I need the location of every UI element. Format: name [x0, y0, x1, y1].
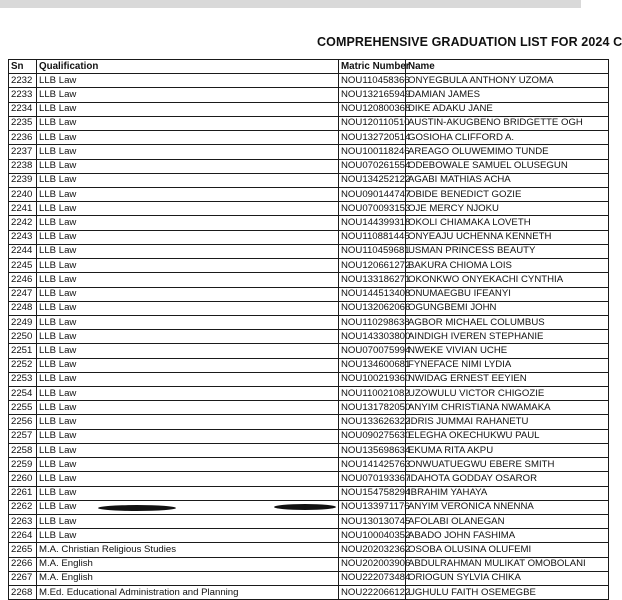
cell-matric-number: NOU110881445 [339, 230, 406, 244]
cell-sn: 2264 [9, 529, 37, 543]
cell-name: AFOLABI OLANEGAN [406, 515, 609, 529]
graduation-table-container [8, 59, 586, 600]
table-row [9, 429, 609, 443]
cell-name: DIKE ADAKU JANE [406, 102, 609, 116]
cell-name: OBIDE BENEDICT GOZIE [406, 187, 609, 201]
cell-sn: 2236 [9, 131, 37, 145]
cell-sn: 2240 [9, 187, 37, 201]
page-title: COMPREHENSIVE GRADUATION LIST FOR 2024 C [317, 35, 622, 49]
cell-sn: 2256 [9, 415, 37, 429]
cell-sn: 2237 [9, 145, 37, 159]
cell-qualification: M.A. English [37, 557, 339, 571]
cell-sn: 2247 [9, 287, 37, 301]
cell-qualification: LLB Law [37, 515, 339, 529]
cell-matric-number: NOU090144747 [339, 187, 406, 201]
table-row [9, 88, 609, 102]
cell-matric-number: NOU110298638 [339, 315, 406, 329]
cell-matric-number: NOU134252122 [339, 173, 406, 187]
cell-matric-number: NOU120661272 [339, 259, 406, 273]
cell-sn: 2232 [9, 74, 37, 88]
cell-sn: 2251 [9, 344, 37, 358]
cell-matric-number: NOU134600681 [339, 358, 406, 372]
table-row [9, 273, 609, 287]
table-row [9, 244, 609, 258]
cell-name: ONYEGBULA ANTHONY UZOMA [406, 74, 609, 88]
cell-name: ABADO JOHN FASHIMA [406, 529, 609, 543]
cell-name: IDAHOTA GODDAY OSAROR [406, 472, 609, 486]
cell-sn: 2238 [9, 159, 37, 173]
cell-qualification: LLB Law [37, 372, 339, 386]
cell-matric-number: NOU070261554 [339, 159, 406, 173]
table-row [9, 259, 609, 273]
cell-matric-number: NOU154758294 [339, 486, 406, 500]
cell-matric-number: NOU120800368 [339, 102, 406, 116]
cell-matric-number: NOU133971176 [339, 500, 406, 514]
table-row [9, 216, 609, 230]
cell-matric-number: NOU100219360 [339, 372, 406, 386]
cell-name: UGHULU FAITH OSEMEGBE [406, 586, 609, 600]
cell-name: IDRIS JUMMAI RAHANETU [406, 415, 609, 429]
cell-name: ORIOGUN SYLVIA CHIKA [406, 571, 609, 585]
cell-qualification: LLB Law [37, 187, 339, 201]
cell-qualification: LLB Law [37, 244, 339, 258]
cell-name: NWEKE VIVIAN UCHE [406, 344, 609, 358]
cell-matric-number: NOU143303800 [339, 330, 406, 344]
cell-name: OJE MERCY NJOKU [406, 202, 609, 216]
cell-qualification: LLB Law [37, 315, 339, 329]
table-row [9, 586, 609, 600]
cell-name: IBRAHIM YAHAYA [406, 486, 609, 500]
header-name: Name [406, 60, 609, 74]
redaction-mark-left [98, 505, 176, 511]
cell-matric-number: NOU100118246 [339, 145, 406, 159]
cell-matric-number: NOU110021082 [339, 387, 406, 401]
cell-sn: 2250 [9, 330, 37, 344]
cell-matric-number: NOU131782050 [339, 401, 406, 415]
cell-sn: 2248 [9, 301, 37, 315]
cell-sn: 2252 [9, 358, 37, 372]
cell-qualification: LLB Law [37, 529, 339, 543]
cell-name: OKOLI CHIAMAKA LOVETH [406, 216, 609, 230]
cell-matric-number: NOU133626322 [339, 415, 406, 429]
cell-qualification: LLB Law [37, 202, 339, 216]
cell-matric-number: NOU132062066 [339, 301, 406, 315]
cell-matric-number: NOU130130745 [339, 515, 406, 529]
cell-sn: 2260 [9, 472, 37, 486]
table-row [9, 131, 609, 145]
cell-name: ANYIM VERONICA NNENNA [406, 500, 609, 514]
table-row [9, 301, 609, 315]
cell-sn: 2233 [9, 88, 37, 102]
cell-name: EKUMA RITA AKPU [406, 443, 609, 457]
cell-qualification: LLB Law [37, 230, 339, 244]
table-row [9, 571, 609, 585]
table-row [9, 443, 609, 457]
cell-matric-number: NOU110459681 [339, 244, 406, 258]
cell-sn: 2266 [9, 557, 37, 571]
cell-qualification: LLB Law [37, 330, 339, 344]
table-row [9, 330, 609, 344]
cell-name: NWIDAG ERNEST EEYIEN [406, 372, 609, 386]
cell-name: ODEBOWALE SAMUEL OLUSEGUN [406, 159, 609, 173]
cell-name: AGABI MATHIAS ACHA [406, 173, 609, 187]
cell-name: UZOWULU VICTOR CHIGOZIE [406, 387, 609, 401]
header-qualification: Qualification [37, 60, 339, 74]
table-row [9, 472, 609, 486]
cell-sn: 2261 [9, 486, 37, 500]
table-header-row [9, 60, 609, 74]
cell-name: ONWUATUEGWU EBERE SMITH [406, 458, 609, 472]
cell-name: AREAGO OLUWEMIMO TUNDE [406, 145, 609, 159]
cell-qualification: LLB Law [37, 458, 339, 472]
cell-qualification: LLB Law [37, 387, 339, 401]
table-row [9, 458, 609, 472]
header-sn: Sn [9, 60, 37, 74]
table-row [9, 230, 609, 244]
cell-sn: 2241 [9, 202, 37, 216]
cell-name: GOSIOHA CLIFFORD A. [406, 131, 609, 145]
cell-sn: 2249 [9, 315, 37, 329]
cell-matric-number: NOU132720514 [339, 131, 406, 145]
cell-sn: 2262 [9, 500, 37, 514]
graduation-table [8, 59, 609, 600]
table-row [9, 401, 609, 415]
cell-qualification: LLB Law [37, 159, 339, 173]
cell-qualification: LLB Law [37, 443, 339, 457]
cell-name: BAKURA CHIOMA LOIS [406, 259, 609, 273]
cell-name: AINDIGH IVEREN STEPHANIE [406, 330, 609, 344]
cell-name: ANYIM CHRISTIANA NWAMAKA [406, 401, 609, 415]
cell-qualification: LLB Law [37, 358, 339, 372]
table-row [9, 116, 609, 130]
cell-matric-number: NOU070075994 [339, 344, 406, 358]
cell-qualification: LLB Law [37, 472, 339, 486]
table-row [9, 74, 609, 88]
cell-matric-number: NOU132165949 [339, 88, 406, 102]
cell-qualification: LLB Law [37, 415, 339, 429]
table-row [9, 387, 609, 401]
cell-qualification: M.Ed. Educational Administration and Planning [37, 586, 339, 600]
cell-qualification: LLB Law [37, 116, 339, 130]
cell-qualification: LLB Law [37, 401, 339, 415]
cell-qualification: LLB Law [37, 173, 339, 187]
cell-sn: 2242 [9, 216, 37, 230]
cell-qualification: LLB Law [37, 102, 339, 116]
cell-sn: 2255 [9, 401, 37, 415]
table-row [9, 515, 609, 529]
cell-name: AGBOR MICHAEL COLUMBUS [406, 315, 609, 329]
cell-name: FYNEFACE NIMI LYDIA [406, 358, 609, 372]
table-row [9, 173, 609, 187]
table-row [9, 287, 609, 301]
table-row [9, 486, 609, 500]
cell-name: AUSTIN-AKUGBENO BRIDGETTE OGH [406, 116, 609, 130]
cell-qualification: LLB Law [37, 88, 339, 102]
cell-matric-number: NOU133186271 [339, 273, 406, 287]
cell-sn: 2265 [9, 543, 37, 557]
cell-sn: 2244 [9, 244, 37, 258]
cell-matric-number: NOU090275630 [339, 429, 406, 443]
cell-matric-number: NOU135698634 [339, 443, 406, 457]
cell-sn: 2243 [9, 230, 37, 244]
cell-name: USMAN PRINCESS BEAUTY [406, 244, 609, 258]
table-row [9, 557, 609, 571]
cell-sn: 2257 [9, 429, 37, 443]
cell-sn: 2259 [9, 458, 37, 472]
cell-matric-number: NOU144399318 [339, 216, 406, 230]
table-row [9, 415, 609, 429]
cell-matric-number: NOU222073484 [339, 571, 406, 585]
cell-matric-number: NOU120110510 [339, 116, 406, 130]
cell-name: OKONKWO ONYEKACHI CYNTHIA [406, 273, 609, 287]
top-edge-band [0, 0, 581, 8]
header-matric-number: Matric Number [339, 60, 406, 74]
cell-qualification: M.A. Christian Religious Studies [37, 543, 339, 557]
cell-qualification: LLB Law [37, 259, 339, 273]
cell-matric-number: NOU222066122 [339, 586, 406, 600]
cell-name: ABDULRAHMAN MULIKAT OMOBOLANI [406, 557, 609, 571]
cell-matric-number: NOU070193367 [339, 472, 406, 486]
cell-qualification: LLB Law [37, 486, 339, 500]
cell-qualification: LLB Law [37, 500, 339, 514]
cell-name: OSOBA OLUSINA OLUFEMI [406, 543, 609, 557]
cell-sn: 2254 [9, 387, 37, 401]
cell-sn: 2246 [9, 273, 37, 287]
cell-matric-number: NOU110458366 [339, 74, 406, 88]
table-row [9, 202, 609, 216]
cell-matric-number: NOU144513408 [339, 287, 406, 301]
cell-qualification: M.A. English [37, 571, 339, 585]
table-row [9, 344, 609, 358]
cell-sn: 2258 [9, 443, 37, 457]
cell-name: ONYEAJU UCHENNA KENNETH [406, 230, 609, 244]
cell-qualification: LLB Law [37, 301, 339, 315]
table-row [9, 543, 609, 557]
redaction-mark-right [274, 504, 336, 510]
cell-sn: 2267 [9, 571, 37, 585]
cell-qualification: LLB Law [37, 216, 339, 230]
cell-qualification: LLB Law [37, 287, 339, 301]
table-row [9, 315, 609, 329]
cell-matric-number: NOU141425763 [339, 458, 406, 472]
table-row [9, 372, 609, 386]
cell-qualification: LLB Law [37, 344, 339, 358]
cell-qualification: LLB Law [37, 145, 339, 159]
cell-name: OGUNGBEMI JOHN [406, 301, 609, 315]
cell-sn: 2268 [9, 586, 37, 600]
cell-qualification: LLB Law [37, 429, 339, 443]
cell-matric-number: NOU100040352 [339, 529, 406, 543]
cell-sn: 2234 [9, 102, 37, 116]
cell-name: ELEGHA OKECHUKWU PAUL [406, 429, 609, 443]
cell-matric-number: NOU070093153 [339, 202, 406, 216]
cell-sn: 2245 [9, 259, 37, 273]
table-row [9, 145, 609, 159]
cell-sn: 2263 [9, 515, 37, 529]
table-row [9, 102, 609, 116]
cell-qualification: LLB Law [37, 74, 339, 88]
cell-matric-number: NOU202003906 [339, 557, 406, 571]
cell-matric-number: NOU202032362 [339, 543, 406, 557]
table-row [9, 159, 609, 173]
cell-qualification: LLB Law [37, 273, 339, 287]
cell-qualification: LLB Law [37, 131, 339, 145]
cell-sn: 2253 [9, 372, 37, 386]
cell-sn: 2239 [9, 173, 37, 187]
cell-sn: 2235 [9, 116, 37, 130]
table-row [9, 529, 609, 543]
cell-name: DAMIAN JAMES [406, 88, 609, 102]
table-row [9, 358, 609, 372]
cell-name: ONUMAEGBU IFEANYI [406, 287, 609, 301]
table-row [9, 187, 609, 201]
